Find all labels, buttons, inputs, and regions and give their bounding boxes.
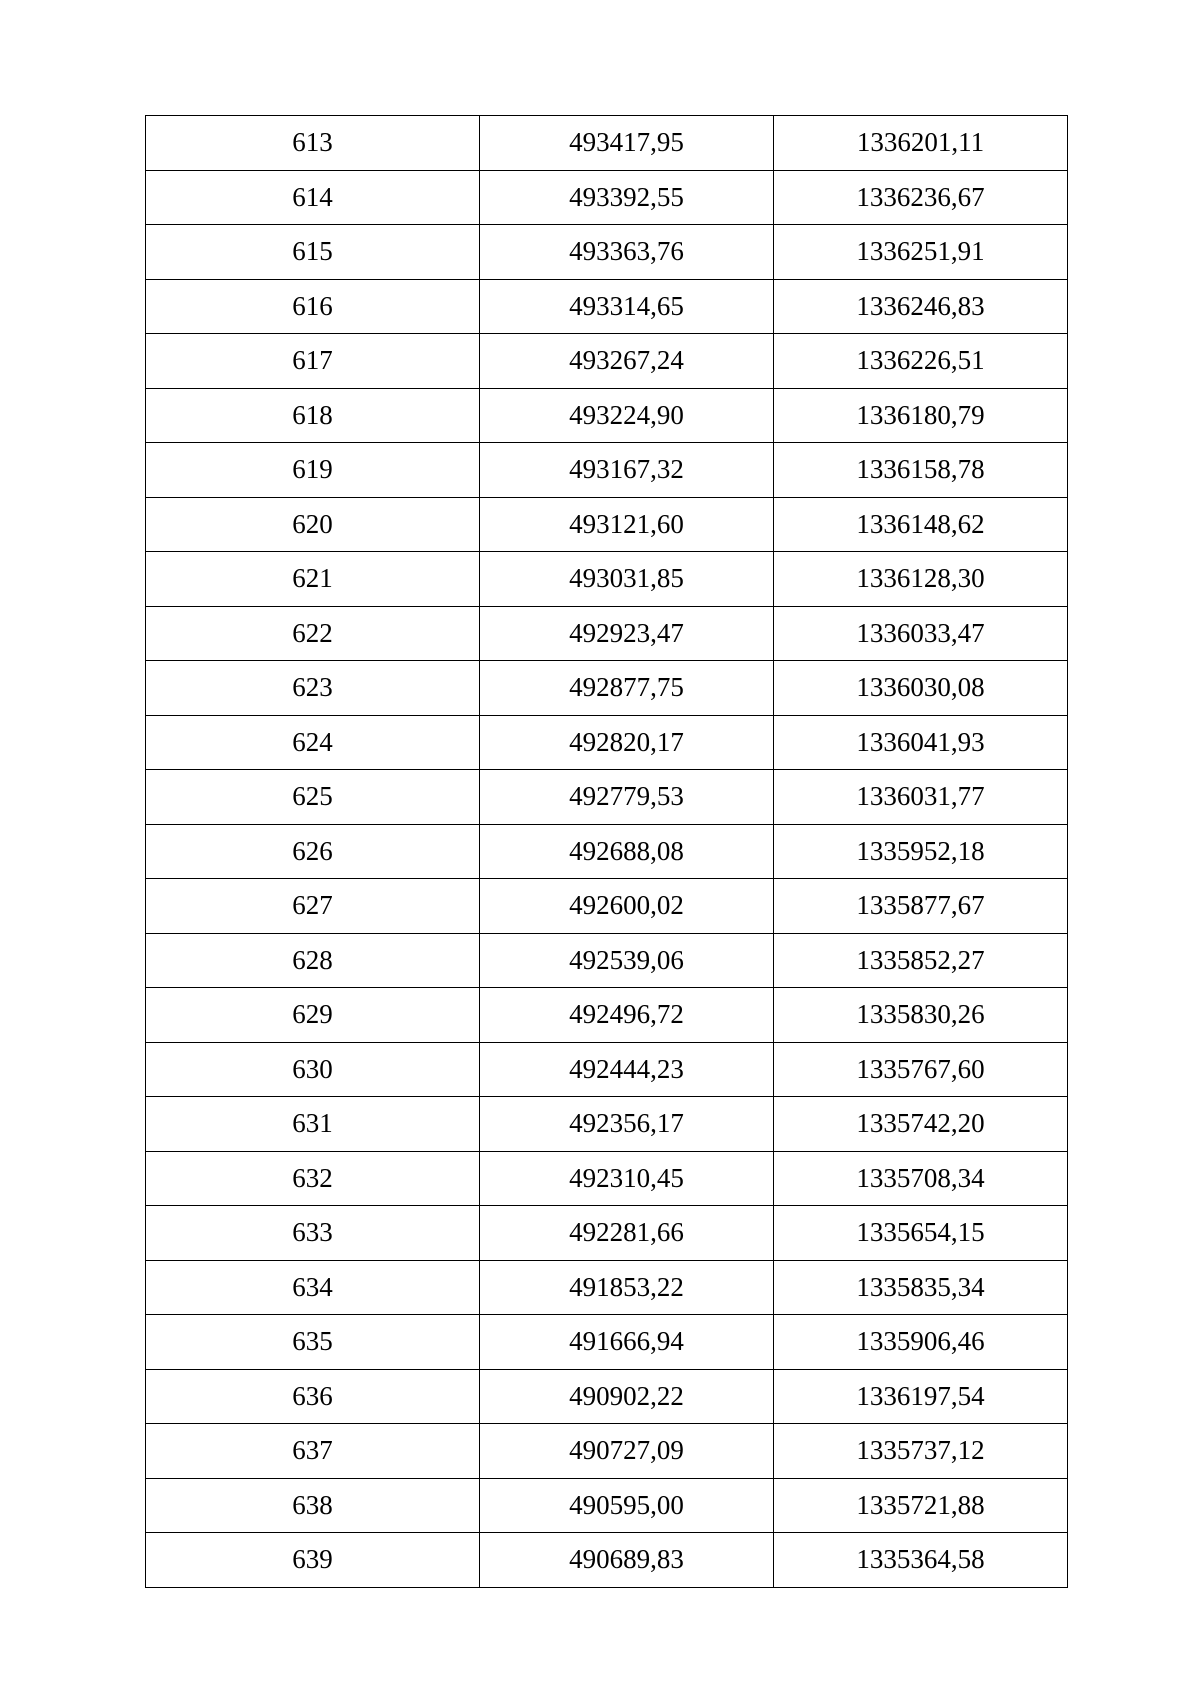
table-row <box>146 770 1068 825</box>
y-coordinate-cell: 1336030,08 <box>774 661 1068 716</box>
x-coordinate-cell: 492688,08 <box>480 824 774 879</box>
point-number-cell: 617 <box>146 334 480 389</box>
x-coordinate-cell: 493224,90 <box>480 388 774 443</box>
y-coordinate-cell: 1336158,78 <box>774 443 1068 498</box>
x-coordinate-cell: 490902,22 <box>480 1369 774 1424</box>
point-number-cell: 625 <box>146 770 480 825</box>
table-row <box>146 1424 1068 1479</box>
y-coordinate-cell: 1335767,60 <box>774 1042 1068 1097</box>
point-number-cell: 638 <box>146 1478 480 1533</box>
table-row <box>146 824 1068 879</box>
table-row <box>146 497 1068 552</box>
y-coordinate-cell: 1335364,58 <box>774 1533 1068 1588</box>
point-number-cell: 627 <box>146 879 480 934</box>
x-coordinate-cell: 492779,53 <box>480 770 774 825</box>
table-row <box>146 1533 1068 1588</box>
x-coordinate-cell: 491666,94 <box>480 1315 774 1370</box>
point-number-cell: 619 <box>146 443 480 498</box>
point-number-cell: 621 <box>146 552 480 607</box>
y-coordinate-cell: 1335835,34 <box>774 1260 1068 1315</box>
point-number-cell: 636 <box>146 1369 480 1424</box>
table-row <box>146 933 1068 988</box>
x-coordinate-cell: 493267,24 <box>480 334 774 389</box>
x-coordinate-cell: 493363,76 <box>480 225 774 280</box>
point-number-cell: 614 <box>146 170 480 225</box>
y-coordinate-cell: 1336251,91 <box>774 225 1068 280</box>
x-coordinate-cell: 492923,47 <box>480 606 774 661</box>
y-coordinate-cell: 1336201,11 <box>774 116 1068 171</box>
y-coordinate-cell: 1335742,20 <box>774 1097 1068 1152</box>
table-row <box>146 1260 1068 1315</box>
x-coordinate-cell: 492539,06 <box>480 933 774 988</box>
table-row <box>146 170 1068 225</box>
point-number-cell: 628 <box>146 933 480 988</box>
point-number-cell: 623 <box>146 661 480 716</box>
point-number-cell: 635 <box>146 1315 480 1370</box>
table-row <box>146 661 1068 716</box>
x-coordinate-cell: 493314,65 <box>480 279 774 334</box>
y-coordinate-cell: 1336128,30 <box>774 552 1068 607</box>
table-row <box>146 1315 1068 1370</box>
x-coordinate-cell: 493392,55 <box>480 170 774 225</box>
y-coordinate-cell: 1336197,54 <box>774 1369 1068 1424</box>
y-coordinate-cell: 1336180,79 <box>774 388 1068 443</box>
y-coordinate-cell: 1336246,83 <box>774 279 1068 334</box>
y-coordinate-cell: 1335830,26 <box>774 988 1068 1043</box>
table-row <box>146 1097 1068 1152</box>
table-row <box>146 225 1068 280</box>
x-coordinate-cell: 490595,00 <box>480 1478 774 1533</box>
table-row <box>146 879 1068 934</box>
y-coordinate-cell: 1335737,12 <box>774 1424 1068 1479</box>
y-coordinate-cell: 1336033,47 <box>774 606 1068 661</box>
point-number-cell: 631 <box>146 1097 480 1152</box>
y-coordinate-cell: 1335708,34 <box>774 1151 1068 1206</box>
x-coordinate-cell: 492444,23 <box>480 1042 774 1097</box>
y-coordinate-cell: 1336236,67 <box>774 170 1068 225</box>
table-row <box>146 388 1068 443</box>
point-number-cell: 634 <box>146 1260 480 1315</box>
x-coordinate-cell: 490727,09 <box>480 1424 774 1479</box>
y-coordinate-cell: 1335654,15 <box>774 1206 1068 1261</box>
table-row <box>146 1478 1068 1533</box>
point-number-cell: 624 <box>146 715 480 770</box>
table-row <box>146 443 1068 498</box>
y-coordinate-cell: 1336226,51 <box>774 334 1068 389</box>
point-number-cell: 613 <box>146 116 480 171</box>
table-row <box>146 1206 1068 1261</box>
table-row <box>146 988 1068 1043</box>
table-row <box>146 1369 1068 1424</box>
y-coordinate-cell: 1335721,88 <box>774 1478 1068 1533</box>
y-coordinate-cell: 1335877,67 <box>774 879 1068 934</box>
point-number-cell: 622 <box>146 606 480 661</box>
x-coordinate-cell: 493031,85 <box>480 552 774 607</box>
y-coordinate-cell: 1335906,46 <box>774 1315 1068 1370</box>
point-number-cell: 615 <box>146 225 480 280</box>
y-coordinate-cell: 1335952,18 <box>774 824 1068 879</box>
point-number-cell: 637 <box>146 1424 480 1479</box>
table-row <box>146 606 1068 661</box>
x-coordinate-cell: 492281,66 <box>480 1206 774 1261</box>
y-coordinate-cell: 1336148,62 <box>774 497 1068 552</box>
x-coordinate-cell: 491853,22 <box>480 1260 774 1315</box>
point-number-cell: 629 <box>146 988 480 1043</box>
x-coordinate-cell: 490689,83 <box>480 1533 774 1588</box>
point-number-cell: 620 <box>146 497 480 552</box>
point-number-cell: 633 <box>146 1206 480 1261</box>
x-coordinate-cell: 493417,95 <box>480 116 774 171</box>
coordinates-table-body <box>146 116 1068 1588</box>
point-number-cell: 618 <box>146 388 480 443</box>
point-number-cell: 630 <box>146 1042 480 1097</box>
y-coordinate-cell: 1336031,77 <box>774 770 1068 825</box>
table-row <box>146 116 1068 171</box>
table-row <box>146 552 1068 607</box>
point-number-cell: 632 <box>146 1151 480 1206</box>
x-coordinate-cell: 492496,72 <box>480 988 774 1043</box>
x-coordinate-cell: 492820,17 <box>480 715 774 770</box>
point-number-cell: 639 <box>146 1533 480 1588</box>
table-row <box>146 1042 1068 1097</box>
table-row <box>146 334 1068 389</box>
x-coordinate-cell: 492356,17 <box>480 1097 774 1152</box>
table-row <box>146 715 1068 770</box>
x-coordinate-cell: 492600,02 <box>480 879 774 934</box>
coordinates-table <box>145 115 1068 1588</box>
point-number-cell: 616 <box>146 279 480 334</box>
x-coordinate-cell: 493167,32 <box>480 443 774 498</box>
point-number-cell: 626 <box>146 824 480 879</box>
x-coordinate-cell: 493121,60 <box>480 497 774 552</box>
x-coordinate-cell: 492310,45 <box>480 1151 774 1206</box>
y-coordinate-cell: 1336041,93 <box>774 715 1068 770</box>
y-coordinate-cell: 1335852,27 <box>774 933 1068 988</box>
table-row <box>146 1151 1068 1206</box>
x-coordinate-cell: 492877,75 <box>480 661 774 716</box>
table-row <box>146 279 1068 334</box>
